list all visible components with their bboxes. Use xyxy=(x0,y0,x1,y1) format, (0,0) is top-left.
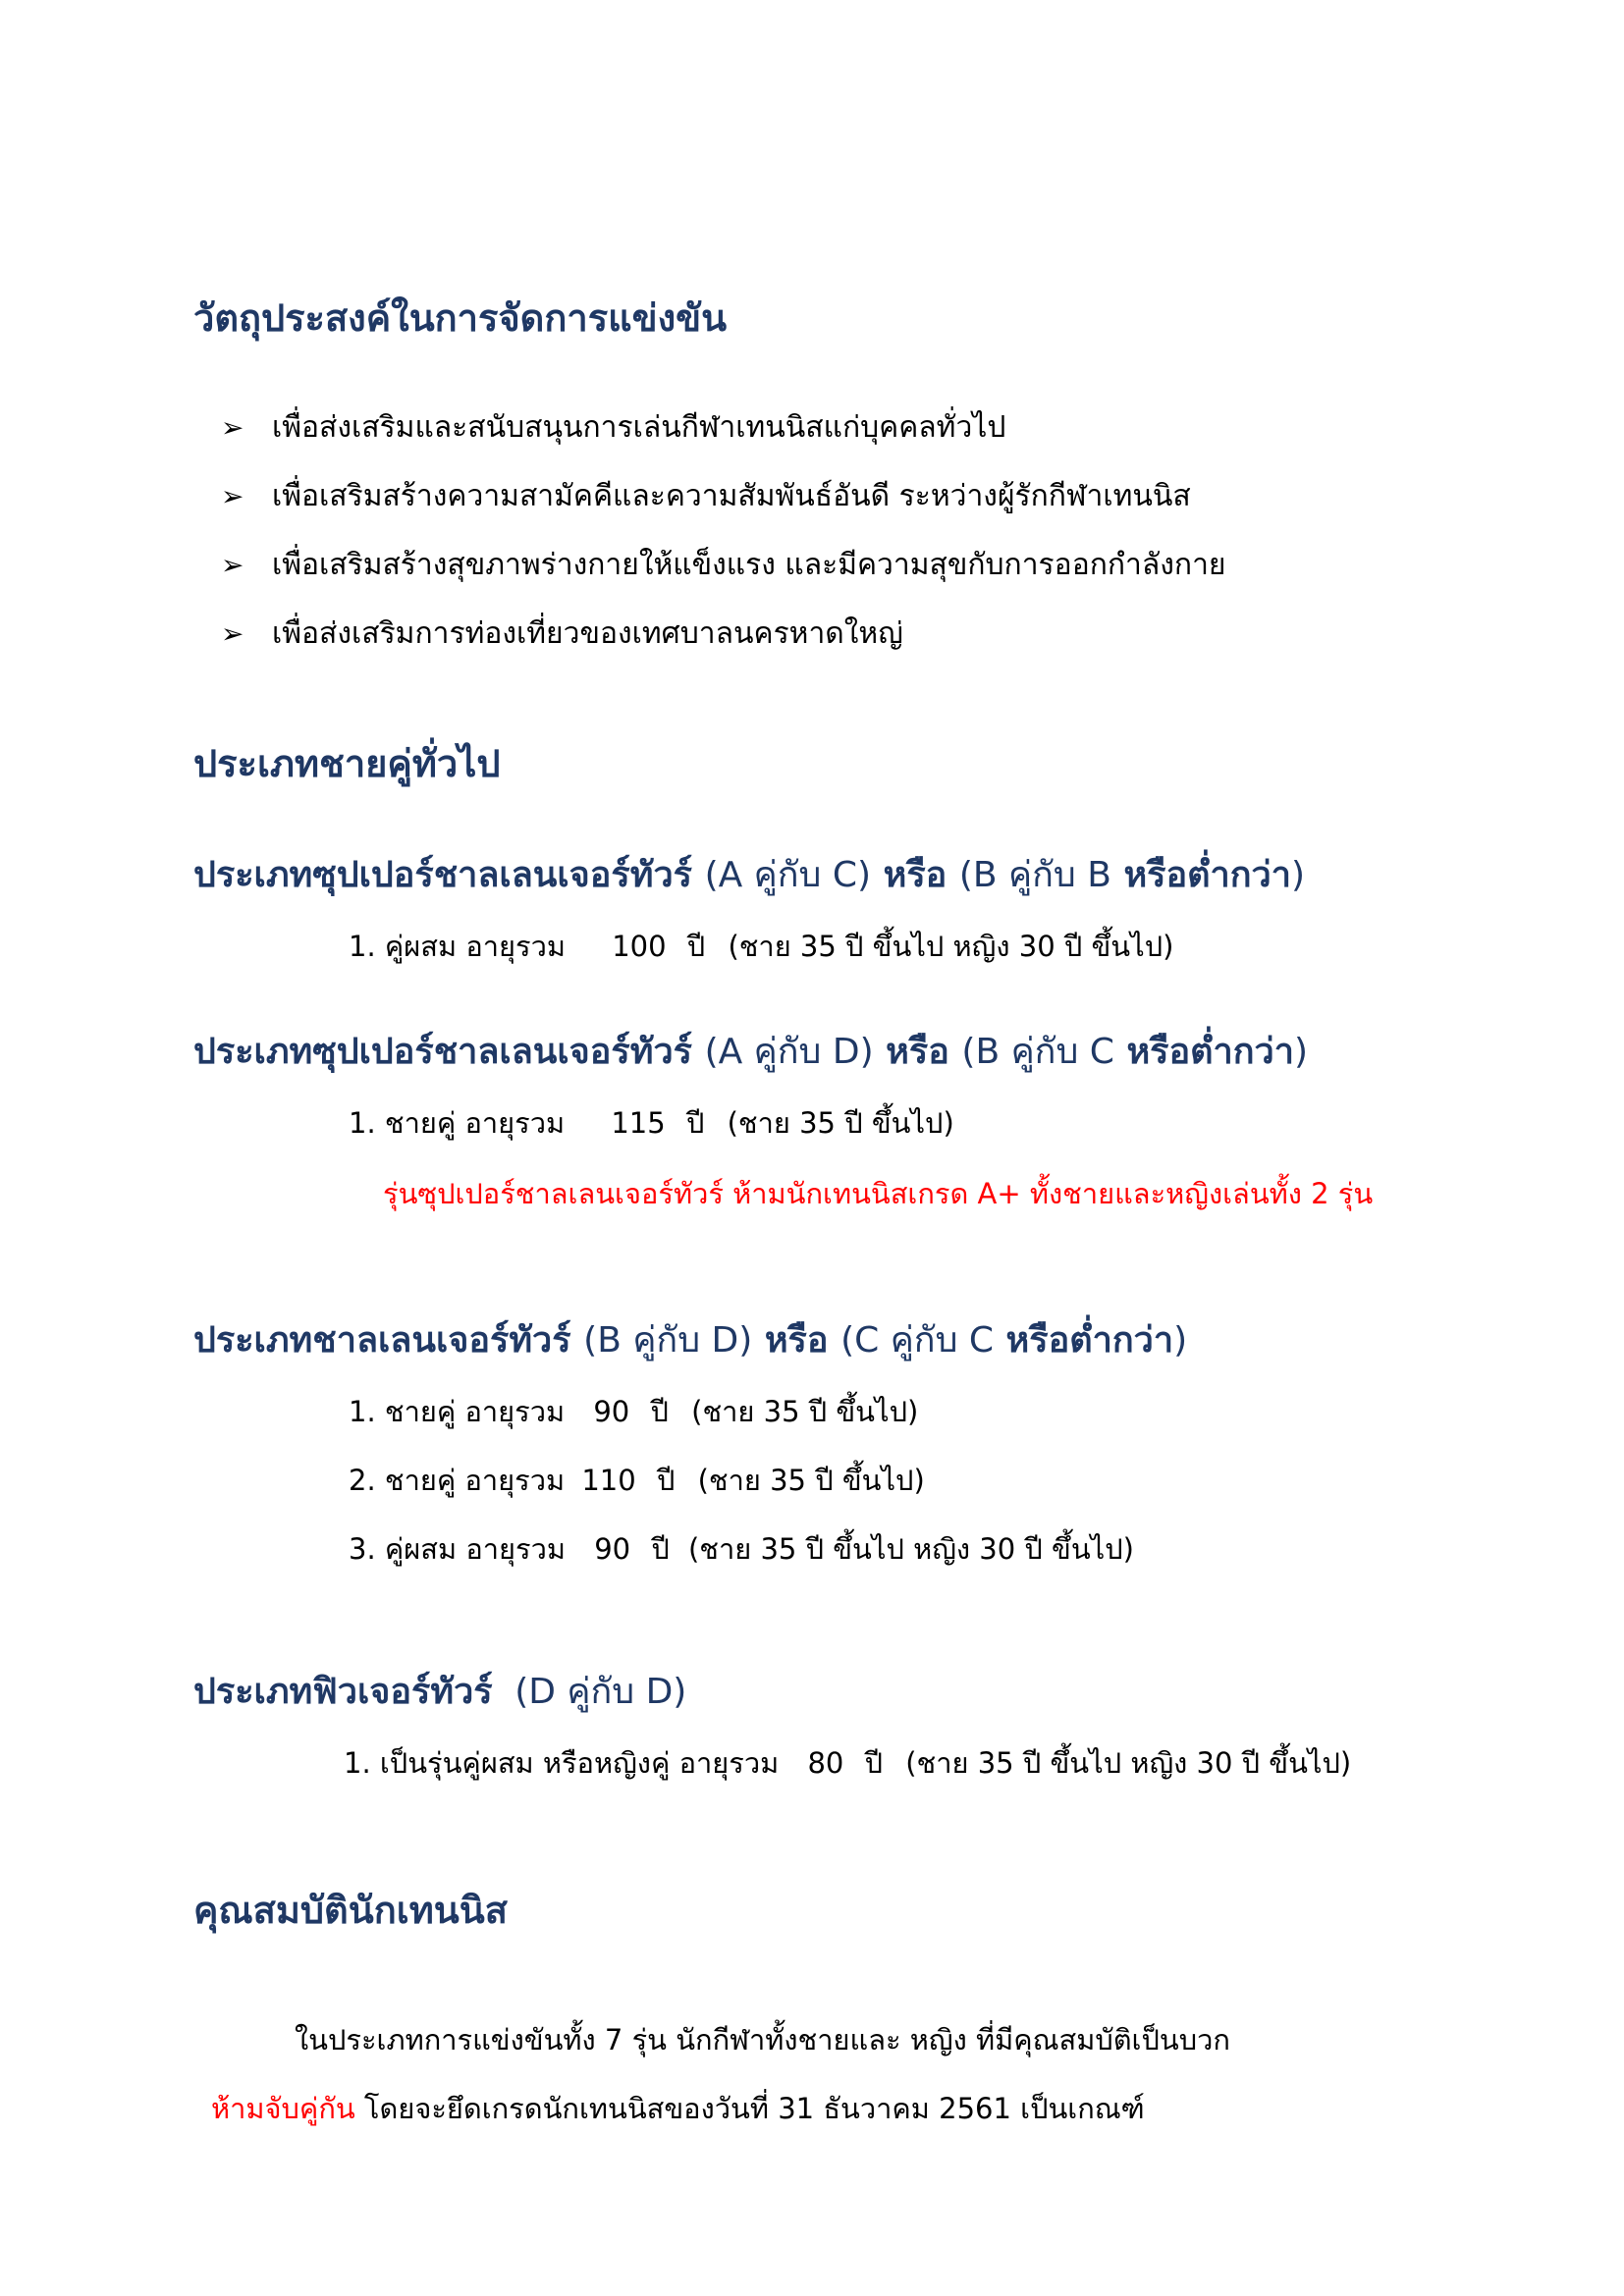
item-name: คู่ผสม อายุรวม xyxy=(384,1532,566,1566)
objective-text: เพื่อส่งเสริมการท่องเที่ยวของเทศบาลนครหาดใหญ่ xyxy=(272,615,903,651)
arrow-bullet-icon: ➢ xyxy=(221,616,244,650)
objective-text: เพื่อส่งเสริมและสนับสนุนการเล่นกีฬาเทนนิสแก่บุคคลทั่วไป xyxy=(272,409,1006,445)
arrow-bullet-icon: ➢ xyxy=(221,410,244,444)
objective-text: เพื่อเสริมสร้างสุขภาพร่างกายให้แข็งแรง และมีความสุขกับการออกกำลังกาย xyxy=(272,547,1226,582)
item-unit: ปี xyxy=(686,930,706,963)
no-pairing-warning: ห้ามจับคู่กัน xyxy=(211,2092,355,2125)
challenger-heading xyxy=(193,1315,1187,1366)
item-name: ชายคู่ อายุรวม xyxy=(384,1464,566,1497)
item-unit: ปี xyxy=(864,1746,884,1780)
item-name: คู่ผสม อายุรวม xyxy=(384,930,566,963)
pairing-text: (B คู่กับ B xyxy=(958,855,1111,895)
objectives-list xyxy=(221,393,1226,667)
closing-paren: ) xyxy=(1293,1032,1309,1072)
item-condition: (ชาย 35 ปี ขึ้นไป) xyxy=(697,1464,925,1497)
category-title: ประเภทซุปเปอร์ชาลเลนเจอร์ทัวร์ xyxy=(193,855,693,895)
item-unit: ปี xyxy=(651,1532,670,1566)
super-challenger-2-heading xyxy=(193,1027,1308,1078)
qualification-rule-text: โดยจะยึดเกรดนักเทนนิสของวันที่ 31 ธันวาคม 2561 เป็นเกณฑ์ xyxy=(354,2092,1145,2125)
item-name: เป็นรุ่นคู่ผสม หรือหญิงคู่ อายุรวม xyxy=(379,1746,780,1780)
item-condition: (ชาย 35 ปี ขึ้นไป หญิง 30 ปี ขึ้นไป) xyxy=(728,930,1174,963)
objective-item xyxy=(221,393,1226,461)
or-lower-text: หรือต่ำกว่า xyxy=(1126,1032,1294,1072)
general-men-heading: ประเภทชายคู่ทั่วไป xyxy=(193,742,501,785)
pairing-text: (C คู่กับ C xyxy=(840,1320,994,1361)
challenger-item xyxy=(349,1461,925,1500)
item-number: 1. xyxy=(349,1395,376,1428)
objective-item xyxy=(221,599,1226,667)
item-name: ชายคู่ อายุรวม xyxy=(384,1106,566,1140)
closing-paren: ) xyxy=(1290,855,1305,895)
super-challenger-1-item xyxy=(349,927,1173,966)
qualification-heading: คุณสมบัตินักเทนนิส xyxy=(193,1889,508,1932)
objective-item xyxy=(221,530,1226,599)
arrow-bullet-icon: ➢ xyxy=(221,548,244,581)
item-age: 100 xyxy=(612,930,667,963)
future-heading xyxy=(193,1667,686,1718)
qualification-line-1: ในประเภทการแข่งขันทั้ง 7 รุ่น นักกีฬาทั้งชายและ หญิง ที่มีคุณสมบัติเป็นบวก xyxy=(295,2023,1230,2056)
objectives-heading: วัตถุประสงค์ในการจัดการแข่งขัน xyxy=(193,296,728,340)
future-item xyxy=(344,1743,1351,1783)
item-age: 115 xyxy=(611,1106,666,1140)
item-number: 1. xyxy=(344,1746,371,1780)
super-challenger-2-item xyxy=(349,1103,954,1143)
item-number: 2. xyxy=(349,1464,376,1497)
item-age: 110 xyxy=(581,1464,636,1497)
item-age: 90 xyxy=(593,1395,630,1428)
item-number: 1. xyxy=(349,1106,376,1140)
item-number: 1. xyxy=(349,930,376,963)
item-condition: (ชาย 35 ปี ขึ้นไป) xyxy=(727,1106,954,1140)
item-unit: ปี xyxy=(685,1106,705,1140)
closing-paren: ) xyxy=(1173,1320,1188,1361)
pairing-text: (A คู่กับ C) xyxy=(704,855,872,895)
qualification-line-2 xyxy=(211,2089,1145,2128)
item-condition: (ชาย 35 ปี ขึ้นไป) xyxy=(691,1395,919,1428)
item-number: 3. xyxy=(349,1532,376,1566)
item-condition: (ชาย 35 ปี ขึ้นไป หญิง 30 ปี ขึ้นไป) xyxy=(687,1532,1134,1566)
objective-text: เพื่อเสริมสร้างความสามัคคีและความสัมพันธ์อันดี ระหว่างผู้รักกีฬาเทนนิส xyxy=(272,478,1191,513)
pairing-text: (B คู่กับ C xyxy=(961,1032,1114,1072)
challenger-item xyxy=(349,1529,1134,1569)
item-age: 90 xyxy=(594,1532,631,1566)
pairing-text: (B คู่กับ D) xyxy=(583,1320,753,1361)
pairing-text: (D คู่กับ D) xyxy=(514,1672,687,1712)
category-title: ประเภทฟิวเจอร์ทัวร์ xyxy=(193,1672,493,1712)
item-unit: ปี xyxy=(656,1464,676,1497)
item-unit: ปี xyxy=(650,1395,669,1428)
arrow-bullet-icon: ➢ xyxy=(221,479,244,512)
or-lower-text: หรือต่ำกว่า xyxy=(1005,1320,1174,1361)
item-name: ชายคู่ อายุรวม xyxy=(384,1395,566,1428)
or-text: หรือ xyxy=(883,855,947,895)
objective-item xyxy=(221,461,1226,530)
category-title: ประเภทชาลเลนเจอร์ทัวร์ xyxy=(193,1320,571,1361)
item-condition: (ชาย 35 ปี ขึ้นไป หญิง 30 ปี ขึ้นไป) xyxy=(905,1746,1352,1780)
or-text: หรือ xyxy=(886,1032,949,1072)
or-lower-text: หรือต่ำกว่า xyxy=(1123,855,1291,895)
super-challenger-warning: รุ่นซุปเปอร์ชาลเลนเจอร์ทัวร์ ห้ามนักเทนนิสเกรด A+ ทั้งชายและหญิงเล่นทั้ง 2 รุ่น xyxy=(383,1177,1374,1210)
or-text: หรือ xyxy=(764,1320,829,1361)
challenger-item xyxy=(349,1392,918,1431)
pairing-text: (A คู่กับ D) xyxy=(704,1032,874,1072)
super-challenger-1-heading xyxy=(193,850,1305,901)
category-title: ประเภทซุปเปอร์ชาลเลนเจอร์ทัวร์ xyxy=(193,1032,693,1072)
item-age: 80 xyxy=(807,1746,844,1780)
